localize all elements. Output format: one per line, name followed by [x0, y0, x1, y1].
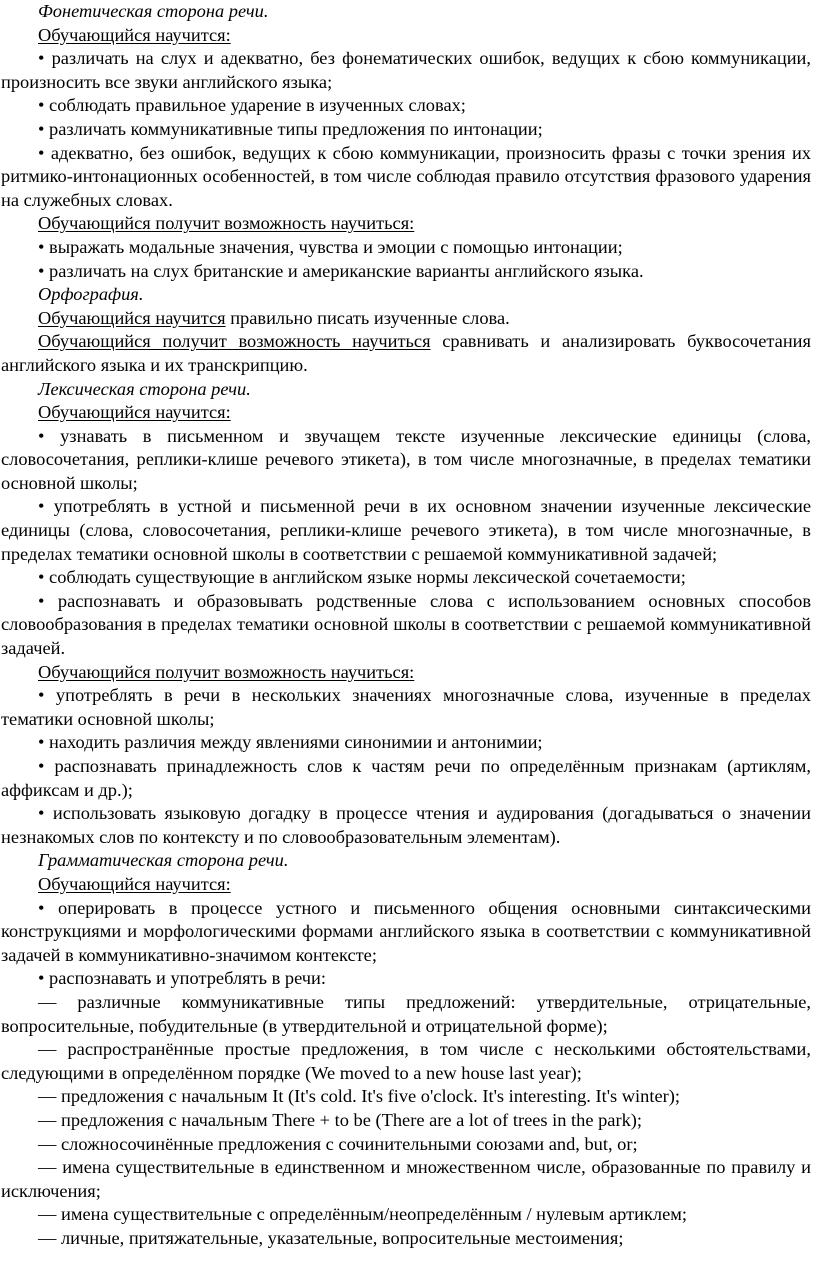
orthography-may-learn: Обучающийся получит возможность научиться сравнивать и анализировать буквосочетания английского языка и их транскрипцию.	[1, 331, 811, 375]
grammar-will-learn: Обучающийся научится:	[38, 873, 231, 894]
lexical-may-learn: Обучающийся получит возможность научиться:	[38, 661, 415, 682]
list-item: • употреблять в устной и письменной речи в их основном значении изученные лексические единицы (слова, словосочетания, реплики-клише речевого этикета), в том числе многозначные, в пределах тематики основной школы в соответствии с решаемой коммуникативной задачей;	[1, 495, 811, 566]
phonetics-will-learn: Обучающийся научится:	[38, 24, 231, 45]
list-item: • распознавать и образовывать родственные слова с использованием основных способов словообразования в пределах тематики основной школы в соответствии с решаемой коммуникативной задачей.	[1, 590, 811, 661]
list-item: • различать на слух и адекватно, без фонематических ошибок, ведущих к сбою коммуникации, произносить все звуки английского языка;	[1, 47, 811, 94]
orthography-will-learn: Обучающийся научится правильно писать изученные слова.	[38, 307, 510, 328]
list-item: • выражать модальные значения, чувства и эмоции с помощью интонации;	[1, 236, 811, 260]
sub-list-item: — предложения с начальным There + to be (There are a lot of trees in the park);	[1, 1109, 811, 1133]
sub-list-item: — сложносочинённые предложения с сочинительными союзами and, but, or;	[1, 1133, 811, 1157]
list-item: • различать коммуникативные типы предложения по интонации;	[1, 118, 811, 142]
sub-list-item: — распространённые простые предложения, в том числе с несколькими обстоятельствами, следующими в определённом порядке (We moved to a new house last year);	[1, 1038, 811, 1085]
orthography-heading: Орфография.	[38, 284, 144, 305]
list-item: • распознавать и употреблять в речи:	[1, 967, 811, 991]
lexical-will-learn: Обучающийся научится:	[38, 402, 231, 423]
sub-list-item: — личные, притяжательные, указательные, вопросительные местоимения;	[1, 1227, 811, 1251]
phonetics-heading: Фонетическая сторона речи.	[38, 1, 269, 21]
list-item: • оперировать в процессе устного и письменного общения основными синтаксическими конструкциями и морфологическими формами английского языка в соответствии с коммуникативной задачей в коммуникативно-значимом контексте;	[1, 897, 811, 968]
sub-list-item: — имена существительные с определённым/неопределённым / нулевым артиклем;	[1, 1203, 811, 1227]
list-item: • адекватно, без ошибок, ведущих к сбою коммуникации, произносить фразы с точки зрения их ритмико-интонационных особенностей, в том числе соблюдая правило отсутствия фразового ударения на служебных словах.	[1, 142, 811, 213]
phonetics-may-learn: Обучающийся получит возможность научиться:	[38, 213, 415, 234]
list-item: • находить различия между явлениями синонимии и антонимии;	[1, 731, 811, 755]
list-item: • распознавать принадлежность слов к частям речи по определённым признакам (артиклям, аффиксам и др.);	[1, 755, 811, 802]
list-item: • употреблять в речи в нескольких значениях многозначные слова, изученные в пределах тематики основной школы;	[1, 684, 811, 731]
list-item: • соблюдать правильное ударение в изученных словах;	[1, 94, 811, 118]
list-item: • различать на слух британские и американские варианты английского языка.	[1, 260, 811, 284]
list-item: • соблюдать существующие в английском языке нормы лексической сочетаемости;	[1, 566, 811, 590]
sub-list-item: — предложения с начальным It (It's cold. It's five o'clock. It's interesting. It's winter);	[1, 1085, 811, 1109]
grammar-heading: Грамматическая сторона речи.	[38, 850, 289, 871]
lexical-heading: Лексическая сторона речи.	[38, 378, 251, 399]
sub-list-item: — имена существительные в единственном и множественном числе, образованные по правилу и исключения;	[1, 1156, 811, 1203]
list-item: • использовать языковую догадку в процессе чтения и аудирования (догадываться о значении незнакомых слов по контексту и по словообразовательным элементам).	[1, 802, 811, 849]
list-item: • узнавать в письменном и звучащем тексте изученные лексические единицы (слова, словосочетания, реплики-клише речевого этикета), в том числе многозначные, в пределах тематики основной школы;	[1, 425, 811, 496]
sub-list-item: — различные коммуникативные типы предложений: утвердительные, отрицательные, вопросительные, побудительные (в утвердительной и отрицательной форме);	[1, 991, 811, 1038]
